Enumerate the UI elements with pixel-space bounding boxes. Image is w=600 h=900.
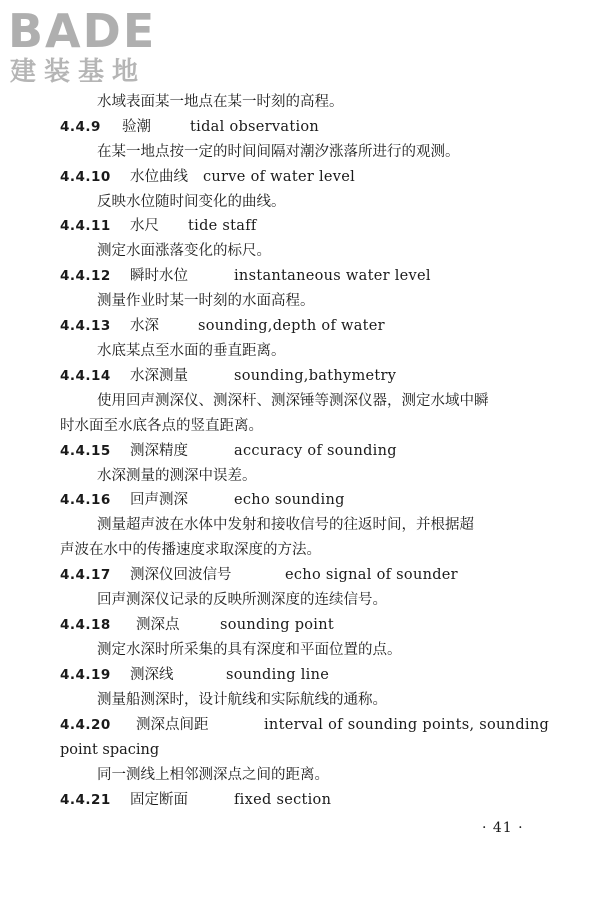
term-english: interval of sounding points, sounding xyxy=(264,717,550,733)
term-english: echo sounding xyxy=(234,492,345,508)
term-entry-4-4-9 xyxy=(60,117,319,137)
term-english: sounding,depth of water xyxy=(198,318,385,334)
definition-text: 水域表面某一地点在某一时刻的高程。 xyxy=(97,94,344,110)
term-entry-4-4-15 xyxy=(60,441,397,461)
definition-text: 测量超声波在水体中发射和接收信号的往返时间，并根据超 xyxy=(97,517,474,533)
term-chinese: 瞬时水位 xyxy=(130,268,188,284)
term-number: 4.4.20 xyxy=(60,717,111,733)
term-entry-4-4-20 xyxy=(60,715,549,735)
term-number: 4.4.16 xyxy=(60,492,111,508)
term-number: 4.4.13 xyxy=(60,318,111,334)
definition-text: 反映水位随时间变化的曲线。 xyxy=(97,194,286,210)
term-number: 4.4.15 xyxy=(60,443,111,459)
term-entry-4-4-19 xyxy=(60,665,329,685)
term-chinese: 水深 xyxy=(130,318,159,334)
term-number: 4.4.19 xyxy=(60,667,111,683)
term-number: 4.4.10 xyxy=(60,169,111,185)
definition-text: 测定水深时所采集的具有深度和平面位置的点。 xyxy=(97,642,402,658)
term-chinese: 验潮 xyxy=(122,119,151,135)
definition-text: 测量船测深时，设计航线和实际航线的通称。 xyxy=(97,692,387,708)
term-english: sounding,bathymetry xyxy=(234,368,397,384)
term-number: 4.4.12 xyxy=(60,268,111,284)
term-chinese: 测深点 xyxy=(136,617,180,633)
term-entry-4-4-12 xyxy=(60,266,431,286)
term-entry-4-4-21 xyxy=(60,790,331,810)
term-english-continued: point spacing xyxy=(60,742,160,758)
term-number: 4.4.14 xyxy=(60,368,111,384)
term-english: accuracy of sounding xyxy=(234,443,397,459)
term-chinese: 测深线 xyxy=(130,667,174,683)
term-entry-4-4-14 xyxy=(60,366,396,386)
term-english: sounding point xyxy=(220,617,335,633)
term-entry-4-4-17 xyxy=(60,565,458,585)
term-entry-4-4-10 xyxy=(60,167,355,187)
term-chinese: 测深精度 xyxy=(130,443,188,459)
definition-text: 水深测量的测深中误差。 xyxy=(97,468,257,484)
term-chinese: 水位曲线 xyxy=(130,169,188,185)
definition-text-continued: 声波在水中的传播速度求取深度的方法。 xyxy=(60,542,321,558)
term-entry-4-4-16 xyxy=(60,490,345,510)
logo-brand-text: BADE xyxy=(8,4,157,58)
definition-text: 回声测深仪记录的反映所测深度的连续信号。 xyxy=(97,592,387,608)
term-number: 4.4.18 xyxy=(60,617,111,633)
definition-text: 使用回声测深仪、测深杆、测深锤等测深仪器，测定水域中瞬 xyxy=(97,393,489,409)
page-number: · 41 · xyxy=(482,820,524,836)
term-entry-4-4-13 xyxy=(60,316,385,336)
term-number: 4.4.17 xyxy=(60,567,111,583)
term-chinese: 水尺 xyxy=(130,218,159,234)
term-chinese: 回声测深 xyxy=(130,492,188,508)
term-chinese: 测深仪回波信号 xyxy=(130,567,232,583)
definition-text: 测量作业时某一时刻的水面高程。 xyxy=(97,293,315,309)
definition-text: 测定水面涨落变化的标尺。 xyxy=(97,243,271,259)
term-chinese: 水深测量 xyxy=(130,368,188,384)
term-english: tidal observation xyxy=(190,119,320,135)
term-english: fixed section xyxy=(234,792,332,808)
definition-text: 在某一地点按一定的时间间隔对潮汐涨落所进行的观测。 xyxy=(97,144,460,160)
term-number: 4.4.9 xyxy=(60,119,101,135)
term-english: curve of water level xyxy=(203,169,356,185)
term-entry-4-4-18 xyxy=(60,615,334,635)
term-chinese: 固定断面 xyxy=(130,792,188,808)
term-english: instantaneous water level xyxy=(234,268,431,284)
definition-text-continued: 时水面至水底各点的竖直距离。 xyxy=(60,418,263,434)
term-number: 4.4.21 xyxy=(60,792,111,808)
term-chinese: 测深点间距 xyxy=(136,717,209,733)
definition-text: 水底某点至水面的垂直距离。 xyxy=(97,343,286,359)
term-english: sounding line xyxy=(226,667,330,683)
term-english: tide staff xyxy=(188,218,257,234)
term-english: echo signal of sounder xyxy=(285,567,458,583)
term-entry-4-4-11 xyxy=(60,216,257,236)
term-number: 4.4.11 xyxy=(60,218,111,234)
definition-text: 同一测线上相邻测深点之间的距离。 xyxy=(97,767,329,783)
logo-subtitle: 建装基地 xyxy=(10,57,147,87)
